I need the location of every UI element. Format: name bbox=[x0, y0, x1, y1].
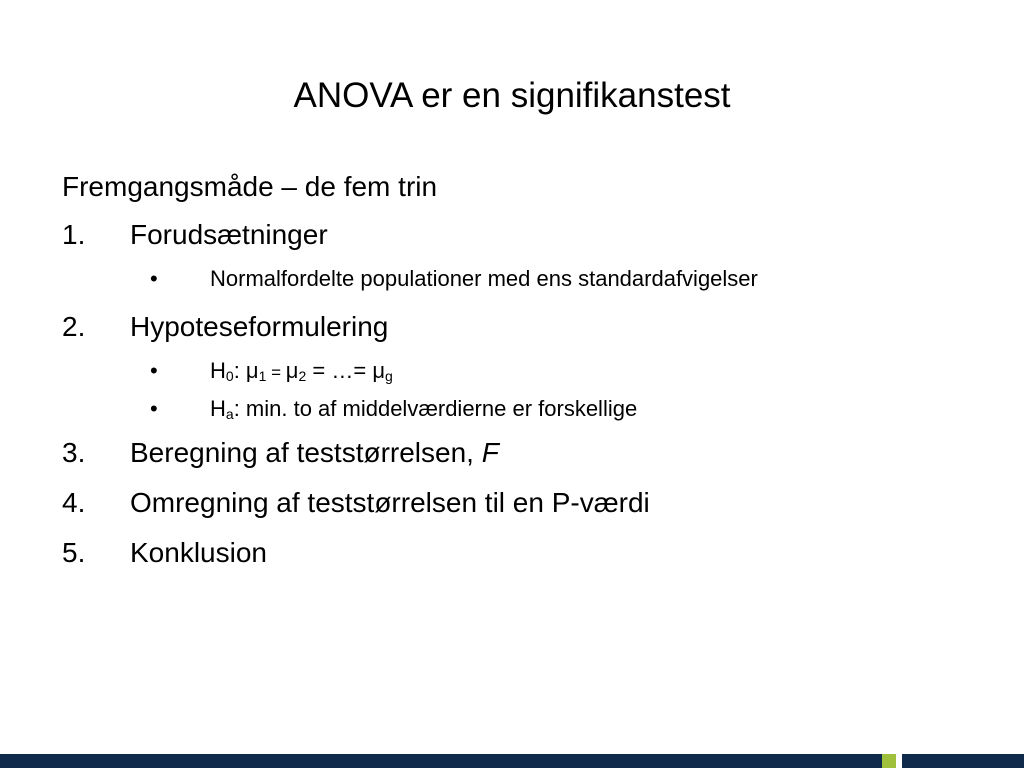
step-label: Omregning af teststørrelsen til en P-værdi bbox=[130, 487, 650, 518]
step-1-subpoint bbox=[62, 264, 982, 294]
alternative-hypothesis-text: $H_a$: min. to af middelværdierne er forskellige bbox=[210, 396, 638, 422]
step-number: 2. bbox=[62, 311, 86, 342]
step-number: 5. bbox=[62, 537, 86, 568]
bullet-icon: • bbox=[150, 266, 158, 291]
step-1 bbox=[62, 216, 982, 254]
slide-content bbox=[62, 168, 982, 584]
step-label: Konklusion bbox=[130, 537, 267, 568]
f-statistic-symbol: F bbox=[481, 437, 499, 468]
step-label: Forudsætninger bbox=[130, 219, 328, 250]
step-number: 4. bbox=[62, 487, 86, 518]
alternative-hypothesis bbox=[62, 394, 982, 424]
step-number: 1. bbox=[62, 219, 86, 250]
step-3 bbox=[62, 434, 982, 472]
bullet-icon: • bbox=[150, 358, 158, 383]
step-number: 3. bbox=[62, 437, 86, 468]
slide-title: ANOVA er en signifikanstest bbox=[293, 76, 731, 115]
step-2 bbox=[62, 308, 982, 346]
null-hypothesis bbox=[62, 356, 982, 386]
null-hypothesis-formula: $H_0$: $\mu_1 = \mu_2$ = …= $\mu_g$ bbox=[210, 358, 393, 384]
footer-divider bbox=[896, 754, 902, 768]
intro-line: Fremgangsmåde – de fem trin bbox=[62, 171, 438, 202]
bullet-icon: • bbox=[150, 396, 158, 421]
footer-bar bbox=[0, 754, 1024, 768]
subpoint-text: Normalfordelte populationer med ens standardafvigelser bbox=[210, 266, 758, 291]
footer-accent-square bbox=[882, 754, 896, 768]
step-5 bbox=[62, 534, 982, 572]
step-4 bbox=[62, 484, 982, 522]
step-label: Hypoteseformulering bbox=[130, 311, 389, 342]
step-label: Beregning af teststørrelsen, F bbox=[130, 437, 499, 468]
